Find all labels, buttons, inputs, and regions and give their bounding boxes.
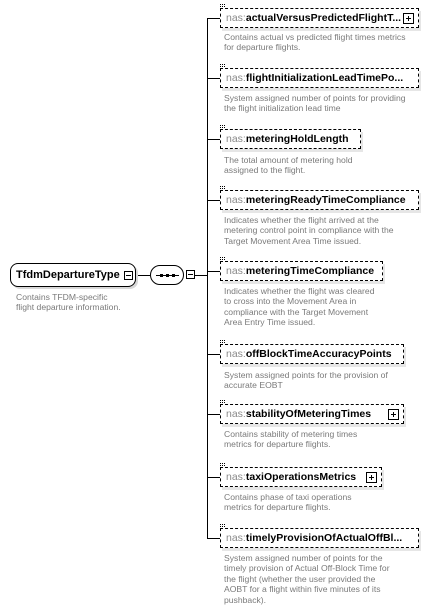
child-description-line: the flight initialization lead time <box>224 103 341 114</box>
child-description-line: the flight (whether the user provided the <box>224 573 376 584</box>
root-description <box>16 292 121 313</box>
namespace-prefix: nas: <box>226 12 246 24</box>
root-element-box[interactable] <box>10 263 136 287</box>
child-description-line: System assigned points for the provision of <box>224 370 388 380</box>
element-name: stabilityOfMeteringTimes <box>245 408 372 420</box>
child-description-line: accurate EOBT <box>224 380 283 391</box>
child-description <box>224 32 406 53</box>
child-element-label <box>226 532 402 544</box>
element-name: meteringReadyTimeCompliance <box>245 194 406 206</box>
child-description <box>224 93 406 114</box>
child-element-label <box>226 471 356 483</box>
child-element-label <box>226 348 392 360</box>
namespace-prefix: nas: <box>226 471 246 483</box>
element-badge-icon <box>220 463 227 468</box>
child-element-0[interactable] <box>220 8 419 28</box>
child-description-line: for departure flights. <box>224 42 301 53</box>
element-badge-icon <box>220 186 227 191</box>
element-badge-icon <box>220 340 227 345</box>
element-name: offBlockTimeAccuracyPoints <box>245 348 392 360</box>
child-element-6[interactable] <box>220 404 404 424</box>
child-element-8[interactable] <box>220 528 419 548</box>
child-element-label <box>226 12 401 24</box>
child-description-line: timely provision of Actual Off-Block Time for <box>224 563 390 574</box>
child-description <box>224 155 353 176</box>
element-badge-icon <box>220 4 227 9</box>
element-badge-icon <box>220 257 227 262</box>
element-badge-icon <box>220 524 227 529</box>
child-element-4[interactable] <box>220 261 383 281</box>
element-name: taxiOperationsMetrics <box>245 471 357 483</box>
child-description-line: Contains phase of taxi operations <box>224 492 352 502</box>
child-description <box>224 553 390 605</box>
expand-plus-icon[interactable] <box>403 13 414 24</box>
element-badge-icon <box>220 125 227 130</box>
child-description-line: Indicates whether the flight arrived at the <box>224 215 379 225</box>
element-badge-icon <box>220 400 227 405</box>
child-description-line: metering control point in compliance with the <box>224 225 394 236</box>
child-element-label <box>226 194 406 206</box>
child-description <box>224 429 357 450</box>
child-element-3[interactable] <box>220 190 419 210</box>
child-description-line: System assigned number of points for providing <box>224 93 406 103</box>
child-description-line: System assigned number of points for the <box>224 553 383 563</box>
child-description-line: Area Entry Time issued. <box>224 317 316 328</box>
child-description <box>224 492 352 513</box>
child-description-line: AOBT for a flight within five minutes of its <box>224 584 381 595</box>
root-description-line: Contains TFDM-specific <box>16 292 108 302</box>
child-description-line: to cross into the Movement Area in <box>224 296 357 307</box>
child-element-label <box>226 265 374 277</box>
child-element-label <box>226 408 371 420</box>
element-name: timelyProvisionOfActualOffBl... <box>245 532 403 544</box>
child-description <box>224 370 388 391</box>
sequence-icon <box>151 266 185 286</box>
child-description-line: compliance with the Target Movement <box>224 306 369 317</box>
sequence-collapse-toggle[interactable] <box>186 270 195 279</box>
child-description-line: metrics for departure flights. <box>224 439 331 450</box>
namespace-prefix: nas: <box>226 133 246 145</box>
element-name: meteringTimeCompliance <box>245 265 375 277</box>
child-element-5[interactable] <box>220 344 404 364</box>
sequence-compositor <box>150 265 184 285</box>
child-description-line: pushback). <box>224 594 267 605</box>
namespace-prefix: nas: <box>226 72 246 84</box>
child-element-label <box>226 72 403 84</box>
child-element-label <box>226 133 349 145</box>
child-element-7[interactable] <box>220 467 382 487</box>
element-name: flightInitializationLeadTimePo... <box>245 72 404 84</box>
namespace-prefix: nas: <box>226 408 246 420</box>
root-description-line: flight departure information. <box>16 302 121 313</box>
child-description <box>224 215 394 246</box>
child-description-line: Target Movement Area Time issued. <box>224 235 362 246</box>
child-description-line: The total amount of metering hold <box>224 155 353 165</box>
root-element-name: TfdmDepartureType <box>16 269 120 281</box>
expand-plus-icon[interactable] <box>388 409 399 420</box>
child-description-line: Indicates whether the flight was cleared <box>224 286 375 296</box>
namespace-prefix: nas: <box>226 348 246 360</box>
child-description-line: metrics for departure flights. <box>224 502 331 513</box>
child-description-line: assigned to the flight. <box>224 165 306 176</box>
root-collapse-toggle[interactable] <box>124 271 133 280</box>
namespace-prefix: nas: <box>226 265 246 277</box>
child-element-1[interactable] <box>220 68 419 88</box>
namespace-prefix: nas: <box>226 532 246 544</box>
element-name: meteringHoldLength <box>245 133 349 145</box>
element-name: actualVersusPredictedFlightT... <box>245 12 402 24</box>
element-badge-icon <box>220 64 227 69</box>
namespace-prefix: nas: <box>226 194 246 206</box>
child-description-line: Contains stability of metering times <box>224 429 358 439</box>
child-description <box>224 286 374 328</box>
child-element-2[interactable] <box>220 129 361 149</box>
expand-plus-icon[interactable] <box>366 472 377 483</box>
child-description-line: Contains actual vs predicted flight times metrics <box>224 32 406 42</box>
